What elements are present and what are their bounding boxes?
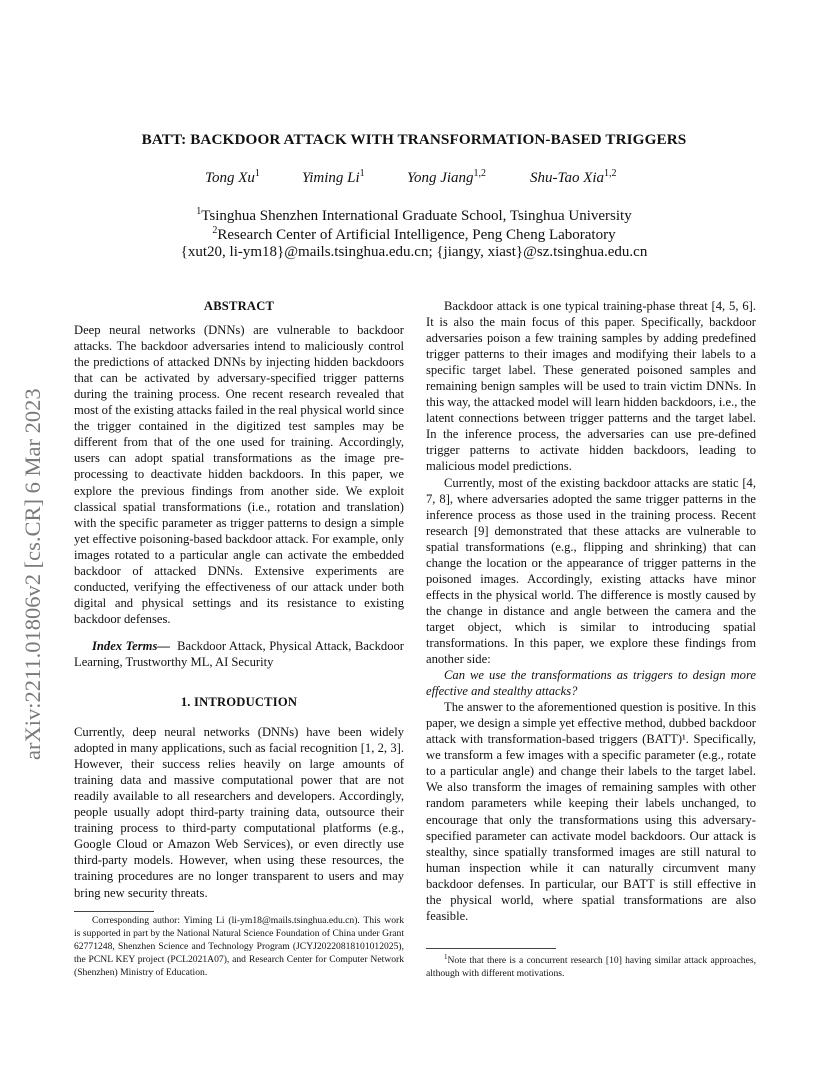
footnote-rule-right: [426, 948, 556, 949]
arxiv-stamp: arXiv:2211.01806v2 [cs.CR] 6 Mar 2023: [20, 388, 45, 760]
affiliation-2: $^2$Research Center of Artificial Intelligence, Peng Cheng Laboratory: [212, 225, 616, 243]
paragraph-backdoor-threat: Backdoor attack is one typical training-phase threat [4, 5, 6]. It is also the main focus of this paper. Specifically, backdoor adversaries poison a few training samples by adding predefined trigger patterns to their images and modifying their labels to a specific target label. These generated poisoned samples and remaining benign samples will be used to train victim DNNs. In this way, the attacked model will learn hidden backdoors, i.e., the latent connections between trigger patterns and the target label. In the inference process, the adversaries can use pre-defined trigger patterns to activate hidden backdoors, leading to malicious model predictions.: [426, 299, 756, 474]
author-list: [0, 168, 828, 190]
index-terms-text: Backdoor Attack, Physical Attack, Backdoor Learning, Trustworthy ML, AI Security: [74, 639, 404, 670]
right-column: [426, 298, 756, 924]
abstract-section: [74, 298, 404, 627]
footnote-corresponding-author: Corresponding author: Yiming Li (li-ym18@mails.tsinghua.edu.cn). This work is supported in part by the National Natural Science Foundation of China under Grant 62771248, Shenzhen Science and Technology Program (JCYJ20220818101012025), the PCNL KEY project (PCL2021A07), and Research Center for Computer Network (Shenzhen) Ministry of Education.: [74, 915, 404, 979]
introduction-heading: 1. INTRODUCTION: [180, 695, 298, 709]
author-4: Shu-Tao Xia$^{1,2}$: [530, 168, 617, 186]
abstract-text: Deep neural networks (DNNs) are vulnerable to backdoor attacks. The backdoor adversaries intend to maliciously control the predictions of attacked DNNs by injecting hidden backdoors that can be activated by adversary-specified trigger patterns during the training process. One recent research revealed that most of the existing attacks failed in the real physical world since the trigger contained in the digitized test samples may be different from that of the one used for training. Accordingly, users can adopt spatial transformations as the image pre-processing to deactivate hidden backdoors. In this paper, we explore the previous findings from another side. We exploit classical spatial transformations (i.e., rotation and translation) with the specific parameter as trigger patterns to design a simple yet effective poisoning-based backdoor attack. For example, only images rotated to a particular angle can activate the embedded backdoor of attacked DNNs. Extensive experiments are conducted, verifying the effectiveness of our attack under both digital and physical settings and its resistance to existing backdoor defenses.: [74, 323, 404, 626]
author-3: Yong Jiang$^{1,2}$: [407, 168, 487, 186]
abstract-heading: ABSTRACT: [203, 299, 275, 313]
paper-title: BATT: BACKDOOR ATTACK WITH TRANSFORMATION-BASED TRIGGERS: [141, 131, 687, 148]
author-2: Yiming Li$^1$: [302, 168, 365, 186]
affiliation-1: $^1$Tsinghua Shenzhen International Graduate School, Tsinghua University: [196, 206, 632, 224]
author-emails: {xut20, li-ym18}@mails.tsinghua.edu.cn; {jiangy, xiast}@sz.tsinghua.edu.cn: [180, 244, 648, 260]
footnote-concurrent-research: $^1$Note that there is a concurrent research [10] having similar attack approaches, although with different motivations.: [426, 953, 756, 980]
index-terms-label: Index Terms—: [92, 639, 170, 653]
index-terms: [74, 638, 404, 670]
paragraph-static-attacks: Currently, most of the existing backdoor attacks are static [4, 7, 8], where adversaries adopted the same trigger patterns in the inference process as those used in the training process. Recent research [9] demonstrated that these attacks are vulnerable to spatial transformations (e.g., flipping and shrinking) that can change the location or the appearance of trigger patterns in the poisoned images. Accordingly, existing attacks have minor effects in the physical world. The difference is mostly caused by the change in distance and angle between the camera and the target object, which is similar to introducing spatial transformations. In this paper, we explore these findings from another side:: [426, 475, 756, 667]
author-1: Tong Xu$^1$: [205, 168, 260, 186]
footnote-rule-left: [74, 911, 154, 912]
paragraph-batt-method: The answer to the aforementioned question is positive. In this paper, we design a simple yet effective method, dubbed backdoor attack with transformation-based triggers (BATT)¹. Specifically, we transform a few images with a specific parameter (e.g., rotate to a particular angle) and change their labels to the target label. We also transform the images of remaining samples with other random parameters while keeping their labels unchanged, to encourage that only the transformations using this adversary-specified parameter can activate model backdoors. Our attack is stealthy, since spatially transformed images are still natural to human inspection while it can naturally circumvent many backdoor defenses. In particular, our BATT is still effective in the physical world, where spatial transformations are also feasible.: [426, 700, 756, 923]
research-question: Can we use the transformations as triggers to design more effective and stealthy attacks?: [426, 668, 756, 699]
introduction-section: [74, 694, 404, 901]
introduction-paragraph: Currently, deep neural networks (DNNs) have been widely adopted in many applications, such as facial recognition [1, 2, 3]. However, their success relies heavily on large amounts of training data and massive computational power that are not readily available to all researchers and developers. Accordingly, people usually adopt third-party training data, outsource their training process to third-party computational platforms (e.g., Google Cloud or Amazon Web Services), or even directly use third-party models. However, when using these resources, the training procedures are no longer transparent to users and may bring new security threats.: [74, 725, 404, 900]
